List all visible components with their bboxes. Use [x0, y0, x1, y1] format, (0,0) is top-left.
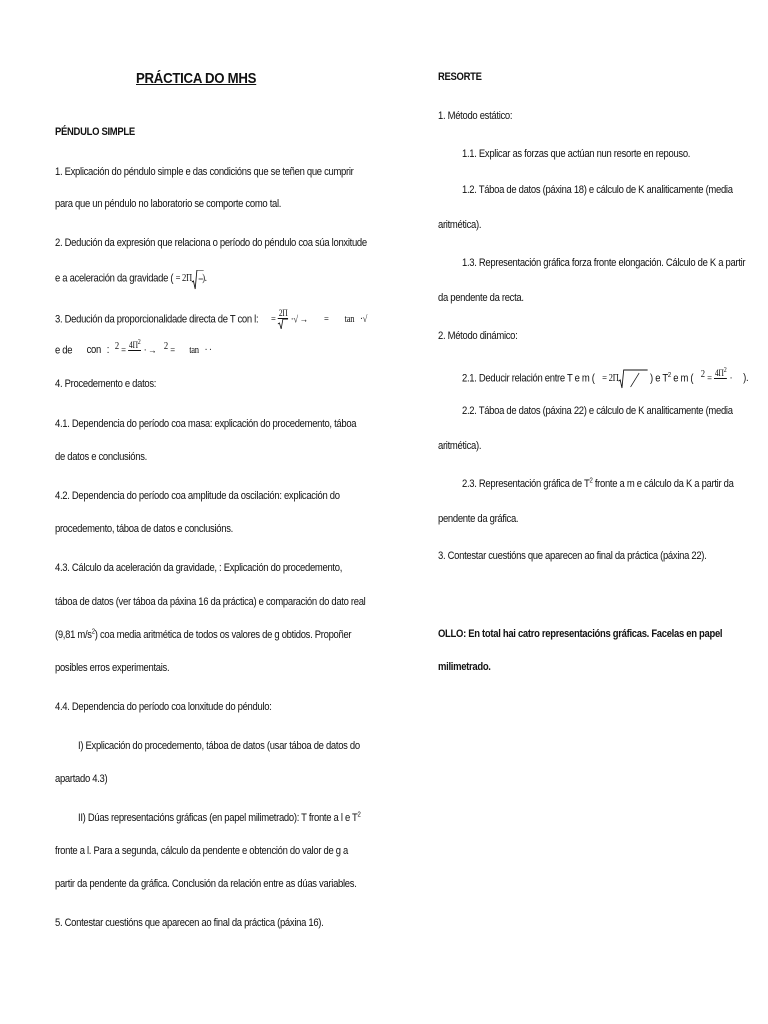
r-item-2-3-line-2: pendente da gráfica. [438, 513, 519, 525]
item-4-3-line-4: posibles erros experimentais. [55, 662, 170, 674]
fraction-4pi2: $4\Pi^2$ [128, 338, 141, 350]
item-4-1-line-2: de datos e conclusións. [55, 451, 147, 463]
r-item-2-1: 2.1. Deducir relación entre T e m ( = 2Π ) e $T^2$ e m ( $^2$ = $4\Pi^2$ · ). [462, 368, 748, 389]
r-item-1-2-line-1: 1.2. Táboa de datos (páxina 18) e cálculo de K analiticamente (media [462, 184, 733, 196]
r-item-2-3-line-1: 2.3. Representación gráfica de $T^2$ fronte a m e cálculo da K a partir da [462, 477, 734, 490]
r-item-1-3-line-1: 1.3. Representación gráfica forza fronte elongación. Cálculo de K a partir [462, 257, 746, 269]
fraction-4pi2-right: $4\Pi^2$ [714, 366, 727, 378]
r-item-3: 3. Contestar cuestións que aparecen ao final da práctica (páxina 22). [438, 550, 707, 562]
period-formula: = 2Π ). [176, 273, 207, 284]
r-item-2-2-line-2: aritmética). [438, 440, 482, 452]
item-4-4-ii-line-3: partir da pendente da gráfica. Conclusión da relación entre as dúas variables. [55, 878, 357, 890]
item-2-text: e a aceleración da gravidade ( [55, 272, 174, 285]
r-item-1-1: 1.1. Explicar as forzas que actúan nun resorte en repouso. [462, 148, 691, 160]
item-4-4-ii-line-1: II) Dúas representacións gráficas (en papel milimetrado): T fronte a l e $T^2$ [78, 811, 361, 824]
note-line-1: OLLO: En total hai catro representacións gráficas. Facelas en papel [438, 628, 723, 640]
r-item-1-3-line-2: da pendente da recta. [438, 292, 524, 304]
r-item-2-2-line-1: 2.2. Táboa de datos (páxina 22) e cálculo de K analiticamente (media [462, 405, 733, 417]
r-item-2-heading: 2. Método dinámico: [438, 330, 518, 342]
item-4-2-line-1: 4.2. Dependencia do período coa amplitude da oscilación: explicación do [55, 490, 340, 502]
r-item-1-2-line-2: aritmética). [438, 219, 482, 231]
item-2-line-1: 2. Dedución da expresión que relaciona o período do péndulo coa súa lonxitude [55, 237, 367, 249]
item-4-heading: 4. Procedemento e datos: [55, 378, 157, 390]
sqrt-icon [618, 369, 647, 389]
item-4-3-line-3: (9,81 $m/s^2$) coa media aritmética de todos os valores de g obtidos. Propoñer [55, 628, 352, 641]
item-4-3-line-1: 4.3. Cálculo da aceleración da gravidade, : Explicación do procedemento, [55, 562, 343, 574]
item-4-1-line-1: 4.1. Dependencia do período coa masa: explicación do procedemento, táboa [55, 418, 357, 430]
item-1-line-2: para que un péndulo no laboratorio se comporte como tal. [55, 198, 282, 210]
section-heading-pendulo: PÉNDULO SIMPLE [55, 126, 135, 138]
item-1-line-1: 1. Explicación do péndulo simple e das condicións que se teñen que cumprir [55, 166, 354, 178]
item-4-4-heading: 4.4. Dependencia do período coa lonxitude do péndulo: [55, 701, 272, 713]
item-4-3-line-2: táboa de datos (ver táboa da páxina 16 da práctica) e comparación do dato real [55, 596, 366, 608]
item-4-2-line-2: procedemento, táboa de datos e conclusións. [55, 523, 233, 535]
item-3-text: 3. Dedución da proporcionalidade directa de T con l: [55, 313, 259, 326]
r-item-1-heading: 1. Método estático: [438, 110, 513, 122]
item-3-line-2: e de con : $^2$ = $4\Pi^2$ · → $^2$ = tan · · [55, 340, 212, 361]
note-line-2: milimetrado. [438, 661, 491, 673]
sqrt-icon [192, 270, 202, 288]
item-4-4-i-line-1: I) Explicación do procedemento, táboa de datos (usar táboa de datos do [78, 740, 360, 752]
page-title: PRÁCTICA DO MHS [136, 70, 257, 87]
item-2-line-2 [55, 270, 207, 288]
item-5: 5. Contestar cuestións que aparecen ao final da práctica (páxina 16). [55, 917, 324, 929]
spring-period-formula: = 2Π [602, 373, 648, 384]
item-4-4-i-line-2: apartado 4.3) [55, 773, 108, 785]
item-4-4-ii-line-2: fronte a l. Para a segunda, cálculo da pendente e obtención do valor de g a [55, 845, 348, 857]
section-heading-resorte: RESORTE [438, 71, 482, 83]
item-3-and: e de [55, 344, 73, 357]
item-3-line-1: 3. Dedución da proporcionalidade directa de T con l: = 2Π ·√ → = tan ·√ [55, 308, 367, 331]
fraction-2pi-sqrt: 2Π [278, 308, 289, 331]
